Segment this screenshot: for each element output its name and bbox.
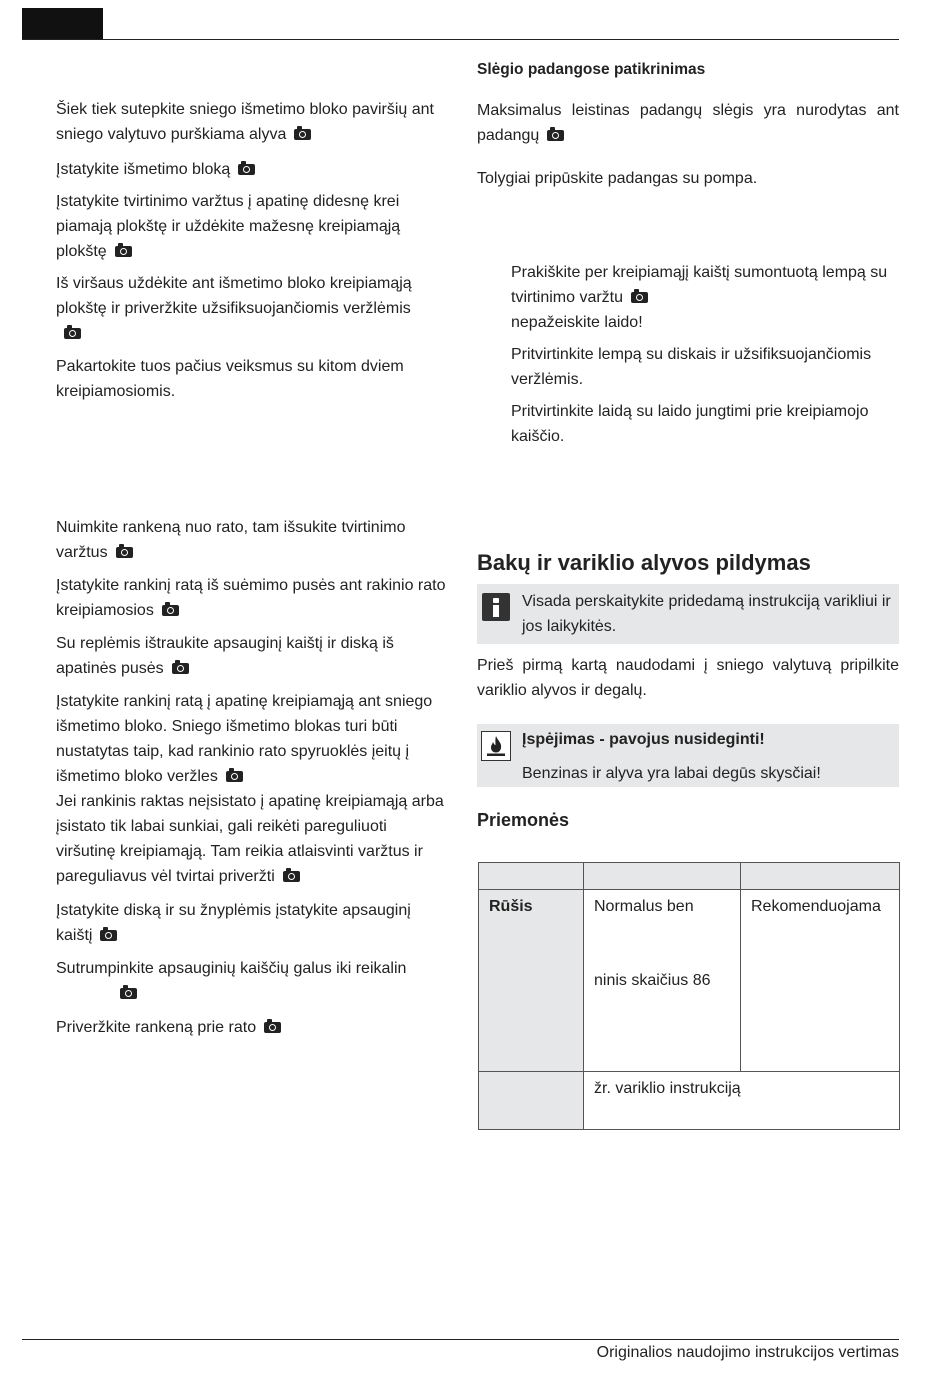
pressure-text: Maksimalus leistinas padangų slėgis yra nurodytas ant padangų	[477, 102, 899, 144]
table-row-label	[479, 1072, 584, 1130]
info-icon	[482, 593, 510, 621]
camera-icon	[120, 988, 137, 999]
table-row	[479, 1072, 900, 1130]
supplies-table	[478, 862, 900, 1130]
table-row	[479, 890, 900, 1072]
pressure-heading: Slėgio padangose patikrinimas	[477, 61, 706, 78]
table-cell-fuel-type: Normalus ben ninis skaičius 86	[584, 890, 741, 1072]
step-attach-plate: Iš viršaus uždėkite ant išmetimo bloko kreipiamąją plokštę ir priveržkite užsifiksuojančiomis veržlėmis	[56, 271, 448, 346]
camera-icon	[294, 129, 311, 140]
camera-icon	[226, 771, 243, 782]
step-insert-handwheel-guide: Įstatykite rankinį ratą į apatinę kreipiamąją ant sniego išmetimo bloko. Sniego išmetimo blokas turi būti nustatytas taip, kad rankinio rato spyruoklės įeitų į išmetimo bloko veržles Jei rankinis raktas neįsistato į apatinę kreipiamąją arba įsistato tik labai sunkiai, gali reikėti pareguliuoti viršutinę kreipiamąją. Tam reikia atlaisvinti varžtus ir pareguliavus vėl tvirtai priveržti	[56, 693, 444, 885]
warning-box	[477, 724, 899, 787]
camera-icon	[283, 871, 300, 882]
step-repeat: Pakartokite tuos pačius veiksmus su kitom dviem kreipiamosiomis.	[56, 358, 404, 400]
table-row-label: Rūšis	[479, 890, 584, 1072]
camera-icon	[238, 164, 255, 175]
fuel-intro: Prieš pirmą kartą naudodami į sniego valytuvą pripilkite variklio alyvos ir degalų.	[477, 657, 899, 699]
header-rule	[22, 39, 899, 40]
table-cell-oil: žr. variklio instrukciją	[584, 1072, 900, 1130]
step-pull-pin: Su replėmis ištraukite apsauginį kaištį ir diską iš apatinės pusės	[56, 635, 394, 677]
supplies-heading: Priemonės	[477, 810, 570, 830]
camera-icon	[547, 130, 564, 141]
table-header-cell	[479, 863, 584, 890]
table-header-row	[479, 863, 900, 890]
table-header-cell	[584, 863, 741, 890]
flame-warning-icon	[481, 731, 511, 761]
camera-icon	[631, 292, 648, 303]
camera-icon	[116, 547, 133, 558]
warning-title: Įspėjimas - pavojus nusideginti!	[522, 731, 765, 748]
camera-icon	[115, 246, 132, 257]
camera-icon	[64, 328, 81, 339]
lamp-step-cable: Pritvirtinkite laidą su laido jungtimi prie kreipiamojo kaiščio.	[511, 403, 869, 445]
lamp-step-fix: Pritvirtinkite lempą su diskais ir užsifiksuojančiomis veržlėmis.	[511, 346, 872, 388]
step-shorten-pins: Sutrumpinkite apsauginių kaiščių galus iki reikalin	[56, 956, 448, 1006]
lamp-step-mount: Prakiškite per kreipiamąjį kaištį sumontuotą lempą su tvirtinimo varžtu nepažeiskite laido!	[511, 264, 888, 331]
step-insert-bolts: Įstatykite tvirtinimo varžtus į apatinę didesnę krei piamają plokštę ir uždėkite mažesnę kreipiamąją plokštę	[56, 193, 401, 260]
info-note-text: Visada perskaitykite pridedamą instrukciją varikliui ir jos laikykitės.	[522, 593, 891, 635]
pressure-inflate: Tolygiai pripūskite padangas su pompa.	[477, 170, 758, 187]
step-insert-handwheel: Įstatykite rankinį ratą iš suėmimo pusės ant rakinio rato kreipiamosios	[56, 577, 446, 619]
step-insert-disk: Įstatykite diską ir su žnyplėmis įstatykite apsauginį kaištį	[56, 902, 411, 944]
step-insert-block: Įstatykite išmetimo bloką	[56, 157, 448, 182]
camera-icon	[264, 1022, 281, 1033]
table-header-cell	[741, 863, 900, 890]
table-cell-recommendation: Rekomenduojama	[741, 890, 900, 1072]
camera-icon	[162, 605, 179, 616]
step-lubricate: Šiek tiek sutepkite sniego išmetimo bloko paviršių ant sniego valytuvo purškiama alyva	[56, 101, 434, 143]
camera-icon	[172, 663, 189, 674]
warning-text: Benzinas ir alyva yra labai degūs skysčiai!	[522, 765, 821, 782]
step-tighten-handle: Priveržkite rankeną prie rato	[56, 1015, 448, 1040]
camera-icon	[100, 930, 117, 941]
step-remove-handle: Nuimkite rankeną nuo rato, tam išsukite tvirtinimo varžtus	[56, 519, 406, 561]
fuel-section-heading: Bakų ir variklio alyvos pildymas	[477, 550, 811, 575]
page-number-tab	[22, 8, 103, 40]
footer-text: Originalios naudojimo instrukcijos vertimas	[596, 1344, 899, 1361]
info-note	[477, 584, 899, 644]
